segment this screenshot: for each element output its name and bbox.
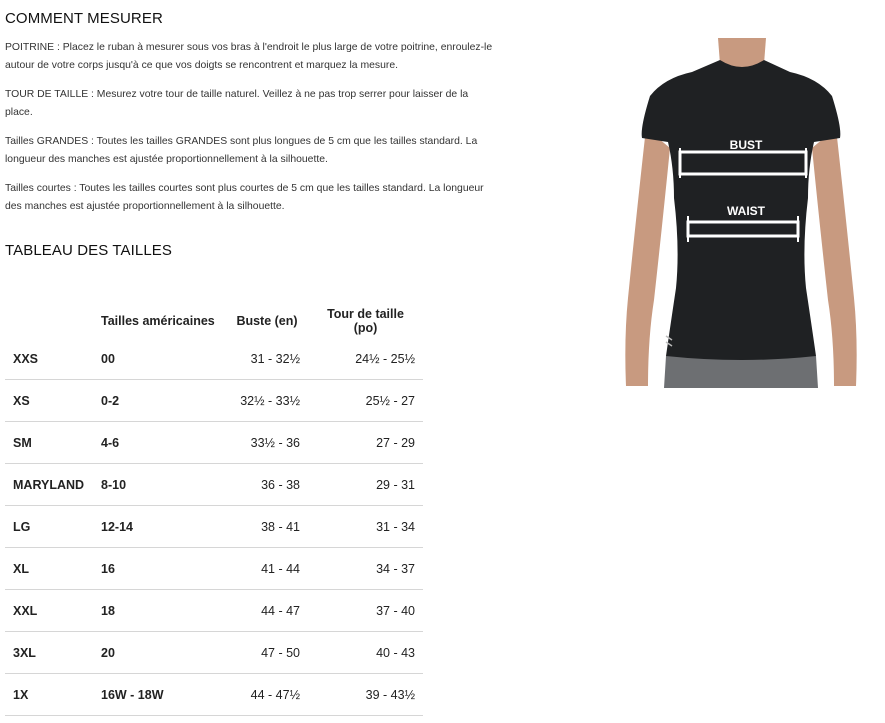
table-row [5,674,423,716]
model-left-arm [625,128,670,386]
waist-band [688,222,798,236]
waist-cell: 39 - 43½ [308,674,423,716]
size-cell: SM [5,422,93,464]
bust-cell: 38 - 41 [226,506,308,548]
us-size-cell: 8-10 [93,464,226,506]
waist-cell: 27 - 29 [308,422,423,464]
model-illustration [622,38,860,388]
bust-label: BUST [729,138,763,152]
us-size-cell: 20 [93,632,226,674]
bust-cell: 44 - 47½ [226,674,308,716]
us-size-cell: 4-6 [93,422,226,464]
measurement-figure [622,38,860,388]
us-size-cell: 00 [93,338,226,380]
tall-sizes-note: Tailles GRANDES : Toutes les tailles GRANDES sont plus longues de 5 cm que les tailles standard. La longueur des manches est ajustée proportionnellement à la silhouette. [5,136,478,165]
table-header-row [5,304,423,338]
bust-cell: 44 - 47 [226,590,308,632]
header-waist: Tour de taille (po) [327,307,404,335]
model-pants [664,356,818,388]
size-cell: XXS [5,338,93,380]
size-rows [5,338,423,716]
table-row [5,338,423,380]
bust-cell: 41 - 44 [226,548,308,590]
how-to-measure-title: COMMENT MESURER [5,10,163,27]
size-cell: 3XL [5,632,93,674]
us-size-cell: 18 [93,590,226,632]
waist-cell: 24½ - 25½ [308,338,423,380]
bust-cell: 32½ - 33½ [226,380,308,422]
waist-label: WAIST [727,204,765,218]
table-row [5,590,423,632]
us-size-cell: 16W - 18W [93,674,226,716]
size-cell: 1X [5,674,93,716]
us-size-cell: 12-14 [93,506,226,548]
short-sizes-note: Tailles courtes : Toutes les tailles courtes sont plus courtes de 5 cm que les tailles standard. La longueur des manches est ajustée proportionnellement à la silhouette. [5,183,484,212]
size-cell: XS [5,380,93,422]
table-row [5,464,423,506]
bust-cell: 33½ - 36 [226,422,308,464]
header-us-sizes: Tailles américaines [101,314,215,328]
us-size-cell: 0-2 [93,380,226,422]
size-cell: MARYLAND [5,464,93,506]
size-cell: XXL [5,590,93,632]
header-bust: Buste (en) [236,314,298,328]
waist-cell: 25½ - 27 [308,380,423,422]
table-row [5,632,423,674]
table-row [5,380,423,422]
table-row [5,422,423,464]
model-right-arm [812,128,857,386]
table-row [5,506,423,548]
size-cell: LG [5,506,93,548]
how-to-measure-section [5,8,495,259]
bust-instruction: POITRINE : Placez le ruban à mesurer sous vos bras à l'endroit le plus large de votre poitrine, enroulez-le autour de votre corps jusqu'à ce que vos doigts se rencontrent et marquez la mesure. [5,42,493,71]
table-row [5,548,423,590]
waist-cell: 31 - 34 [308,506,423,548]
waist-cell: 40 - 43 [308,632,423,674]
bust-cell: 31 - 32½ [226,338,308,380]
bust-band [680,152,806,174]
size-chart-title: TABLEAU DES TAILLES [5,242,172,259]
header-size [5,304,93,338]
waist-cell: 34 - 37 [308,548,423,590]
bust-cell: 36 - 38 [226,464,308,506]
bust-cell: 47 - 50 [226,632,308,674]
waist-cell: 37 - 40 [308,590,423,632]
waist-cell: 29 - 31 [308,464,423,506]
size-chart-table [5,304,423,716]
waist-instruction: TOUR DE TAILLE : Mesurez votre tour de taille naturel. Veillez à ne pas trop serrer pour laisser de la place. [5,89,469,118]
us-size-cell: 16 [93,548,226,590]
size-cell: XL [5,548,93,590]
